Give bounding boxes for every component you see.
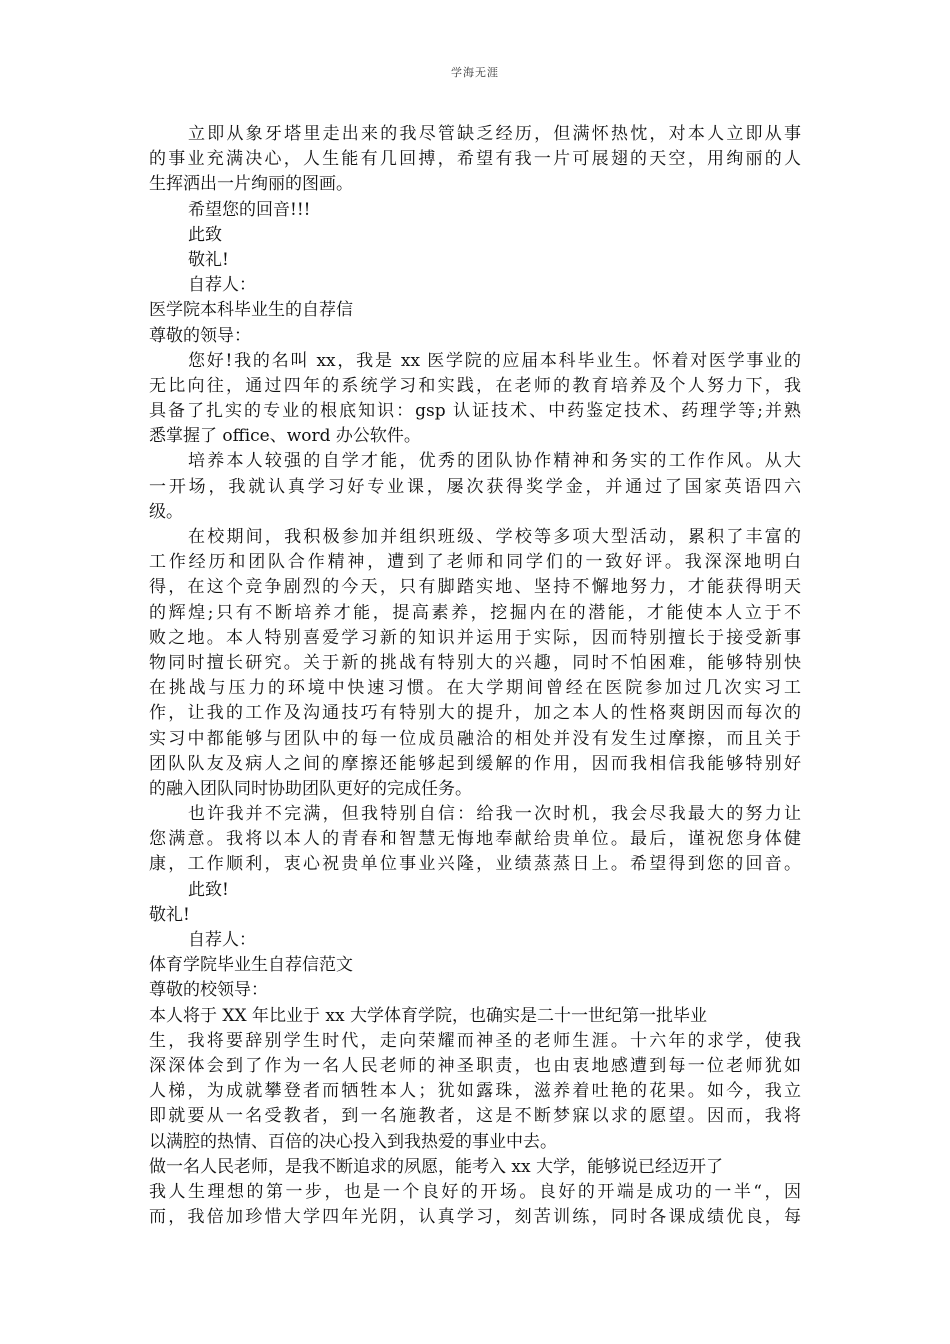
text-line: 您满意。我将以本人的青春和智慧无悔地奉献给贵单位。最后，谨祝您身体健 [149,829,801,850]
text-line: 康，工作顺利，衷心祝贵单位事业兴隆，业绩蒸蒸日上。希望得到您的回音。 [149,854,801,875]
text-line: 您好!我的名叫 xx，我是 xx 医学院的应届本科毕业生。怀着对医学事业的 [188,350,801,371]
text-line: 团队队友及病人之间的摩擦还能够起到缓解的作用，因而我相信我能够特别好 [149,753,801,774]
text-line: 在校期间，我积极参加并组织班级、学校等多项大型活动，累积了丰富的 [188,527,801,547]
text-line: 即就要从一名受教者，到一名施教者，这是不断梦寐以求的愿望。因而，我将 [149,1106,801,1127]
document-body [149,122,801,1230]
text-line: 物同时擅长研究。关于新的挑战有特别大的兴趣，同时不怕困难，能够特别快 [149,652,801,673]
text-line: 而，我倍加珍惜大学四年光阴，认真学习，刻苦训练，同时各课成绩优良，每 [149,1207,801,1228]
text-line: 尊敬的校领导： [149,980,268,1001]
text-line: 立即从象牙塔里走出来的我尽管缺乏经历，但满怀热忱，对本人立即从事 [188,124,801,144]
text-line: 以满腔的热情、百倍的决心投入到我热爱的事业中去。 [149,1131,557,1152]
text-line: 一开场，我就认真学习好专业课，屡次获得奖学金，并通过了国家英语四六 [149,476,801,497]
text-line: 敬礼! [149,904,190,925]
text-line: 工作经历和团队合作精神，遭到了老师和同学们的一致好评。我深深地明白 [149,552,801,573]
page-header: 学海无涯 [451,66,499,79]
text-line: 尊敬的领导： [149,325,251,346]
text-line: 人梯，为成就攀登者而牺牲本人；犹如露珠，滋养着吐艳的花果。如今，我立 [149,1081,801,1102]
text-line: 此致! [188,879,229,900]
text-line: 此致 [188,224,222,245]
text-line: 深深体会到了作为一名人民老师的神圣职责，也由衷地感遭到每一位老师犹如 [149,1055,801,1076]
text-line: 敬礼! [188,249,229,270]
text-line: 作，让我的工作及沟通技巧有特别大的提升，加之本人的性格爽朗因而每次的 [149,703,801,724]
text-line: 我人生理想的第一步，也是一个良好的开场。良好的开端是成功的一半“，因 [149,1181,801,1202]
text-line: 做一名人民老师，是我不断追求的夙愿，能考入 xx 大学，能够说已经迈开了 [149,1156,723,1177]
text-line: 级。 [149,501,183,522]
text-line: 得，在这个竞争剧烈的今天，只有脚踏实地、坚持不懈地努力，才能获得明天 [149,577,801,598]
text-line: 自荐人： [188,930,256,950]
text-line: 培养本人较强的自学才能，优秀的团队协作精神和务实的工作作风。从大 [188,451,801,472]
text-line: 希望您的回音!!! [188,199,311,220]
text-line: 自荐人： [188,275,256,296]
text-line: 生，我将要辞别学生时代，走向荣耀而神圣的老师生涯。十六年的求学，使我 [149,1030,801,1051]
text-line: 具备了扎实的专业的根底知识：gsp 认证技术、中药鉴定技术、药理学等;并熟 [149,401,801,422]
text-line: 在挑战与压力的环境中快速习惯。在大学期间曾经在医院参加过几次实习工 [149,678,801,699]
text-line: 悉掌握了 office、word 办公软件。 [149,426,421,447]
text-line: 实习中都能够与团队中的每一位成员融洽的相处并没有发生过摩擦，而且关于 [149,728,801,749]
text-line: 败之地。本人特别喜爱学习新的知识并运用于实际，因而特别擅长于接受新事 [149,627,801,648]
text-line: 医学院本科毕业生的自荐信 [149,300,353,321]
text-line: 的融入团队同时协助团队更好的完成任务。 [149,778,472,799]
text-line: 本人将于 XX 年比业于 xx 大学体育学院，也确实是二十一世纪第一批毕业 [149,1005,707,1026]
text-line: 的事业充满决心，人生能有几回搏，希望有我一片可展翅的天空，用绚丽的人 [149,149,801,170]
text-line: 无比向往，通过四年的系统学习和实践，在老师的教育培养及个人努力下，我 [149,375,801,396]
text-line: 体育学院毕业生自荐信范文 [149,955,353,976]
text-line: 生挥洒出一片绚丽的图画。 [149,174,353,195]
text-line: 的辉煌;只有不断培养才能，提高素养，挖掘内在的潜能，才能使本人立于不 [149,602,801,623]
text-line: 也许我并不完满，但我特别自信：给我一次时机，我会尽我最大的努力让 [188,804,801,825]
